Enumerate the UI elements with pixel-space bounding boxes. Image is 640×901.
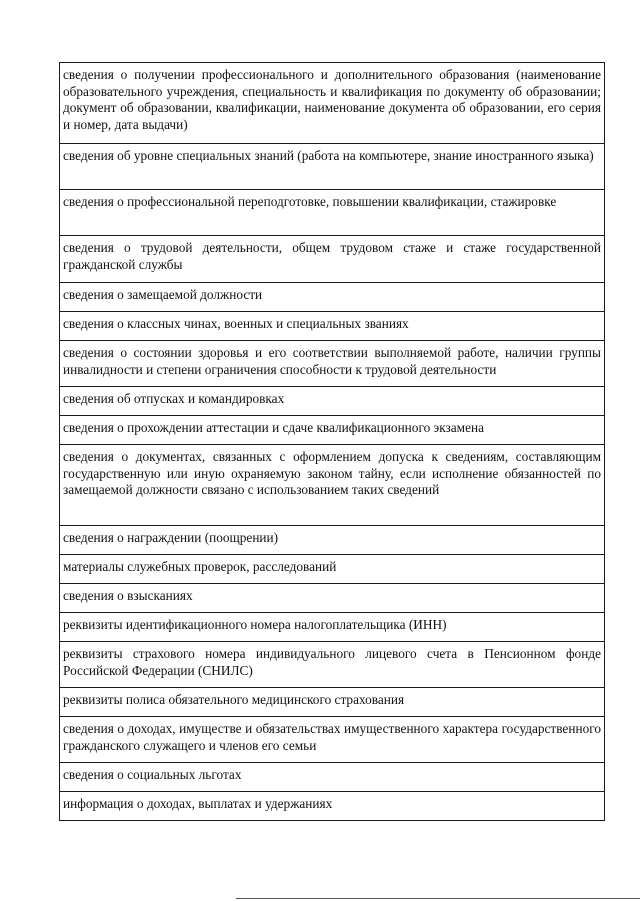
table-cell: сведения о профессиональной переподготовке, повышении квалификации, стажировке [60, 190, 605, 236]
table-row [60, 613, 605, 642]
table-row [60, 144, 605, 190]
table-cell: реквизиты полиса обязательного медицинского страхования [60, 688, 605, 717]
table-cell: сведения об уровне специальных знаний (работа на компьютере, знание иностранного языка) [60, 144, 605, 190]
table-cell: сведения о прохождении аттестации и сдаче квалификационного экзамена [60, 416, 605, 445]
table-row [60, 555, 605, 584]
table-cell: материалы служебных проверок, расследований [60, 555, 605, 584]
table-row [60, 642, 605, 688]
table-cell: реквизиты страхового номера индивидуального лицевого счета в Пенсионном фонде Российской Федерации (СНИЛС) [60, 642, 605, 688]
table-row [60, 526, 605, 555]
table-row [60, 312, 605, 341]
table-row [60, 283, 605, 312]
personal-data-table [59, 62, 605, 821]
table-row [60, 387, 605, 416]
table-cell: реквизиты идентификационного номера налогоплательщика (ИНН) [60, 613, 605, 642]
footer-divider [236, 898, 640, 899]
table-cell: сведения о классных чинах, военных и специальных званиях [60, 312, 605, 341]
table-cell: сведения о социальных льготах [60, 763, 605, 792]
table-cell: сведения о получении профессионального и дополнительного образования (наименование образовательного учреждения, специальность и квалификация по документу об образовании; документ об образовании, квалификации, наименование документа об образовании, его серия и номер, дата выдачи) [60, 63, 605, 144]
table-cell: сведения о взысканиях [60, 584, 605, 613]
table-row [60, 63, 605, 144]
table-row [60, 416, 605, 445]
table-row [60, 236, 605, 283]
table-row [60, 717, 605, 763]
table-row [60, 792, 605, 821]
table-row [60, 190, 605, 236]
table-row [60, 341, 605, 387]
table-row [60, 584, 605, 613]
table-cell: сведения о награждении (поощрении) [60, 526, 605, 555]
table-cell: сведения о замещаемой должности [60, 283, 605, 312]
table-cell: сведения о трудовой деятельности, общем трудовом стаже и стаже государственной гражданской службы [60, 236, 605, 283]
table-row [60, 688, 605, 717]
table-cell: сведения об отпусках и командировках [60, 387, 605, 416]
table-row [60, 445, 605, 526]
table-row [60, 763, 605, 792]
table-cell: сведения о документах, связанных с оформлением допуска к сведениям, составляющим государственную или иную охраняемую законом тайну, если исполнение обязанностей по замещаемой должности связано с использованием таких сведений [60, 445, 605, 526]
table-cell: сведения о доходах, имуществе и обязательствах имущественного характера государственного гражданского служащего и членов его семьи [60, 717, 605, 763]
table-cell: информация о доходах, выплатах и удержаниях [60, 792, 605, 821]
table-cell: сведения о состоянии здоровья и его соответствии выполняемой работе, наличии группы инвалидности и степени ограничения способности к трудовой деятельности [60, 341, 605, 387]
